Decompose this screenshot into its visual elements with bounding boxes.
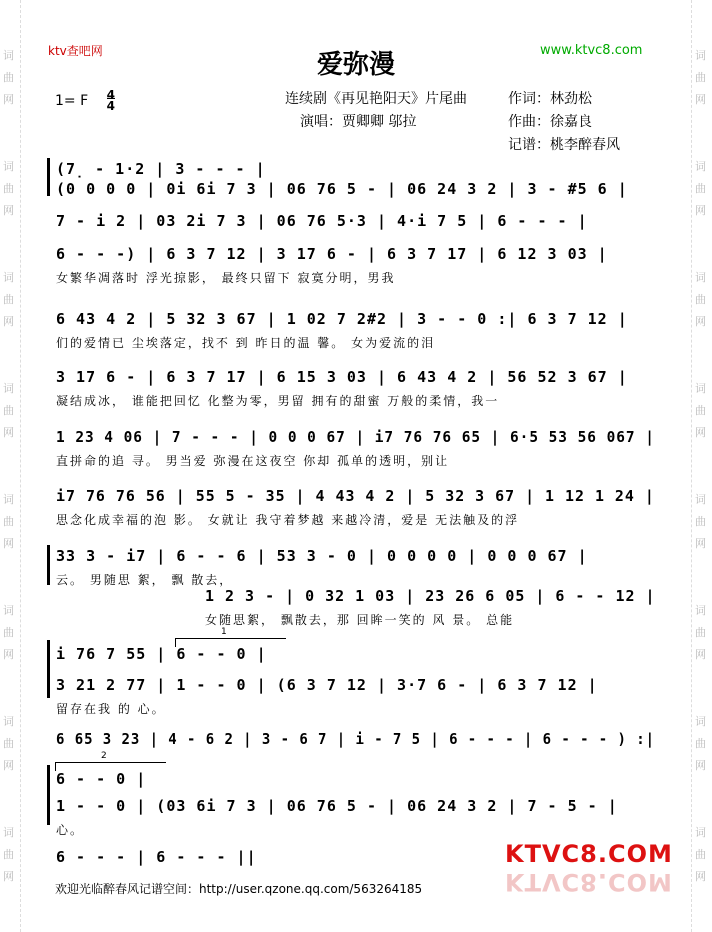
- watermark-glyph: 网: [695, 204, 706, 217]
- watermark-glyph: 曲: [3, 182, 14, 195]
- watermark-glyph: 曲: [695, 626, 706, 639]
- time-sig-bottom: 4: [106, 99, 115, 113]
- notation-row: 7 - i 2 | 03 2i 7 3 | 06 76 5·3 | 4·i 7 5 | 6 - - - |: [56, 212, 588, 230]
- watermark-glyph: 曲: [695, 71, 706, 84]
- watermark-glyph: 词: [3, 49, 14, 62]
- lyric-row: 心。: [56, 823, 85, 837]
- watermark-glyph: 网: [695, 759, 706, 772]
- system-brace: [47, 158, 50, 196]
- watermark-glyph: 曲: [3, 626, 14, 639]
- watermark-glyph: 词: [3, 604, 14, 617]
- system-brace: [47, 545, 50, 585]
- watermark-glyph: 词: [3, 271, 14, 284]
- watermark-glyph: 词: [3, 715, 14, 728]
- composer: 作曲：徐嘉良: [508, 114, 592, 130]
- watermark-glyph: 词: [695, 382, 706, 395]
- lyric-row: 思念化成幸福的泡 影。 女就让 我守着梦越 来越冷清，爱是 无法触及的浮: [56, 513, 520, 527]
- watermark-glyph: 词: [695, 826, 706, 839]
- system-brace: [47, 765, 50, 825]
- watermark-glyph: 网: [3, 426, 14, 439]
- watermark-glyph: 词: [3, 826, 14, 839]
- site-url-right[interactable]: www.ktvc8.com: [540, 43, 643, 58]
- site-logo-reflection: KTVC8.COM: [505, 868, 673, 896]
- key-signature: [55, 90, 115, 112]
- notation-row: 6 43 4 2 | 5 32 3 67 | 1 02 7 2#2 | 3 - - 0 :| 6 3 7 12 |: [56, 310, 628, 328]
- watermark-glyph: 曲: [3, 515, 14, 528]
- lyric-row: 女随思絮， 飘散去，那 回眸一笑的 风 景。 总能: [205, 613, 515, 627]
- notation-row: i7 76 76 56 | 55 5 - 35 | 4 43 4 2 | 5 32 3 67 | 1 12 1 24 |: [56, 487, 655, 505]
- key-label: 1= F: [55, 93, 89, 109]
- watermark-glyph: 网: [3, 537, 14, 550]
- watermark-glyph: 曲: [3, 293, 14, 306]
- right-watermark-strip: [691, 0, 712, 932]
- lyric-row: 女繁华凋落时 浮光掠影， 最终只留下 寂寞分明，男我: [56, 271, 396, 285]
- watermark-glyph: 网: [695, 537, 706, 550]
- watermark-glyph: 词: [695, 715, 706, 728]
- watermark-glyph: 网: [695, 93, 706, 106]
- watermark-glyph: 曲: [3, 737, 14, 750]
- left-watermark-strip: [0, 0, 21, 932]
- watermark-glyph: 曲: [695, 293, 706, 306]
- watermark-glyph: 网: [695, 426, 706, 439]
- watermark-glyph: 曲: [695, 737, 706, 750]
- watermark-glyph: 网: [695, 870, 706, 883]
- notation-row: i 76 7 55 | 6 - - 0 |: [56, 645, 267, 663]
- notation-row: 6 - - -) | 6 3 7 12 | 3 17 6 - | 6 3 7 17 | 6 12 3 03 |: [56, 245, 608, 263]
- watermark-glyph: 曲: [3, 848, 14, 861]
- volta-number-1: 1: [221, 627, 227, 637]
- watermark-glyph: 网: [695, 315, 706, 328]
- watermark-glyph: 曲: [3, 404, 14, 417]
- notation-row: 6 - - 0 |: [56, 770, 147, 788]
- watermark-glyph: 词: [3, 382, 14, 395]
- notation-row: 6 - - - | 6 - - - ||: [56, 848, 257, 866]
- watermark-glyph: 网: [3, 759, 14, 772]
- notation-row: 3 21 2 77 | 1 - - 0 | (6 3 7 12 | 3·7 6 - | 6 3 7 12 |: [56, 676, 598, 694]
- lyric-row: 凝结成冰， 谁能把回忆 化整为零，男留 拥有的甜蜜 万般的柔情，我一: [56, 394, 500, 408]
- site-name-left[interactable]: ktv查吧网: [48, 44, 103, 58]
- watermark-glyph: 曲: [695, 182, 706, 195]
- lyricist: 作词：林劲松: [508, 91, 592, 107]
- lyric-row: 留存在我 的 心。: [56, 702, 166, 716]
- watermark-glyph: 词: [695, 160, 706, 173]
- lyric-row: 们的爱情已 尘埃落定，找不 到 昨日的温 馨。 女为爱流的泪: [56, 336, 436, 350]
- watermark-glyph: 网: [3, 870, 14, 883]
- notation-row: (7̣ - 1·2 | 3 - - - |: [56, 160, 266, 178]
- watermark-glyph: 网: [3, 93, 14, 106]
- time-sig-top: 4: [106, 88, 115, 102]
- watermark-glyph: 曲: [695, 404, 706, 417]
- watermark-glyph: 网: [3, 315, 14, 328]
- watermark-glyph: 词: [695, 271, 706, 284]
- watermark-glyph: 词: [3, 493, 14, 506]
- volta-number-2: 2: [101, 751, 107, 761]
- site-logo: KTVC8.COM: [505, 840, 673, 868]
- singers: 演唱：贾卿卿 邬拉: [300, 114, 417, 130]
- watermark-glyph: 曲: [695, 848, 706, 861]
- system-brace: [47, 640, 50, 698]
- notation-row: 1 23 4 06 | 7 - - - | 0 0 0 67 | i7 76 76 65 | 6·5 53 56 067 |: [56, 428, 655, 446]
- notation-row: 1 - - 0 | (03 6i 7 3 | 06 76 5 - | 06 24 3 2 | 7 - 5 - |: [56, 797, 618, 815]
- watermark-glyph: 词: [3, 160, 14, 173]
- watermark-glyph: 词: [695, 49, 706, 62]
- song-title: 爱弥漫: [316, 50, 395, 80]
- watermark-glyph: 曲: [695, 515, 706, 528]
- watermark-glyph: 词: [695, 493, 706, 506]
- transcriber: 记谱：桃李醉春风: [508, 137, 620, 153]
- time-signature: [107, 90, 115, 112]
- watermark-glyph: 网: [3, 648, 14, 661]
- lyric-row: 云。 男随思 絮， 飘 散去，: [56, 573, 234, 587]
- footer-text: 欢迎光临醉春风记谱空间：http://user.qzone.qq.com/563264185: [55, 882, 423, 896]
- watermark-glyph: 词: [695, 604, 706, 617]
- notation-row: 1 2 3 - | 0 32 1 03 | 23 26 6 05 | 6 - - 12 |: [205, 587, 656, 605]
- lyric-row: 直拼命的追 寻。 男当爱 弥漫在这夜空 你却 孤单的透明，别让: [56, 454, 450, 468]
- notation-row: 3 17 6 - | 6 3 7 17 | 6 15 3 03 | 6 43 4 2 | 56 52 3 67 |: [56, 368, 628, 386]
- watermark-glyph: 曲: [3, 71, 14, 84]
- notation-row: (0 0 0 0 | 0i 6i 7 3 | 06 76 5 - | 06 24 3 2 | 3 - #5 6 |: [56, 180, 628, 198]
- subtitle: 连续剧《再见艳阳天》片尾曲: [285, 91, 467, 107]
- watermark-glyph: 网: [3, 204, 14, 217]
- notation-row: 33 3 - i7 | 6 - - 6 | 53 3 - 0 | 0 0 0 0 | 0 0 0 67 |: [56, 547, 588, 565]
- watermark-glyph: 网: [695, 648, 706, 661]
- notation-row: 6 65 3 23 | 4 - 6 2 | 3 - 6 7 | i - 7 5 | 6 - - - | 6 - - - ) :|: [56, 730, 655, 748]
